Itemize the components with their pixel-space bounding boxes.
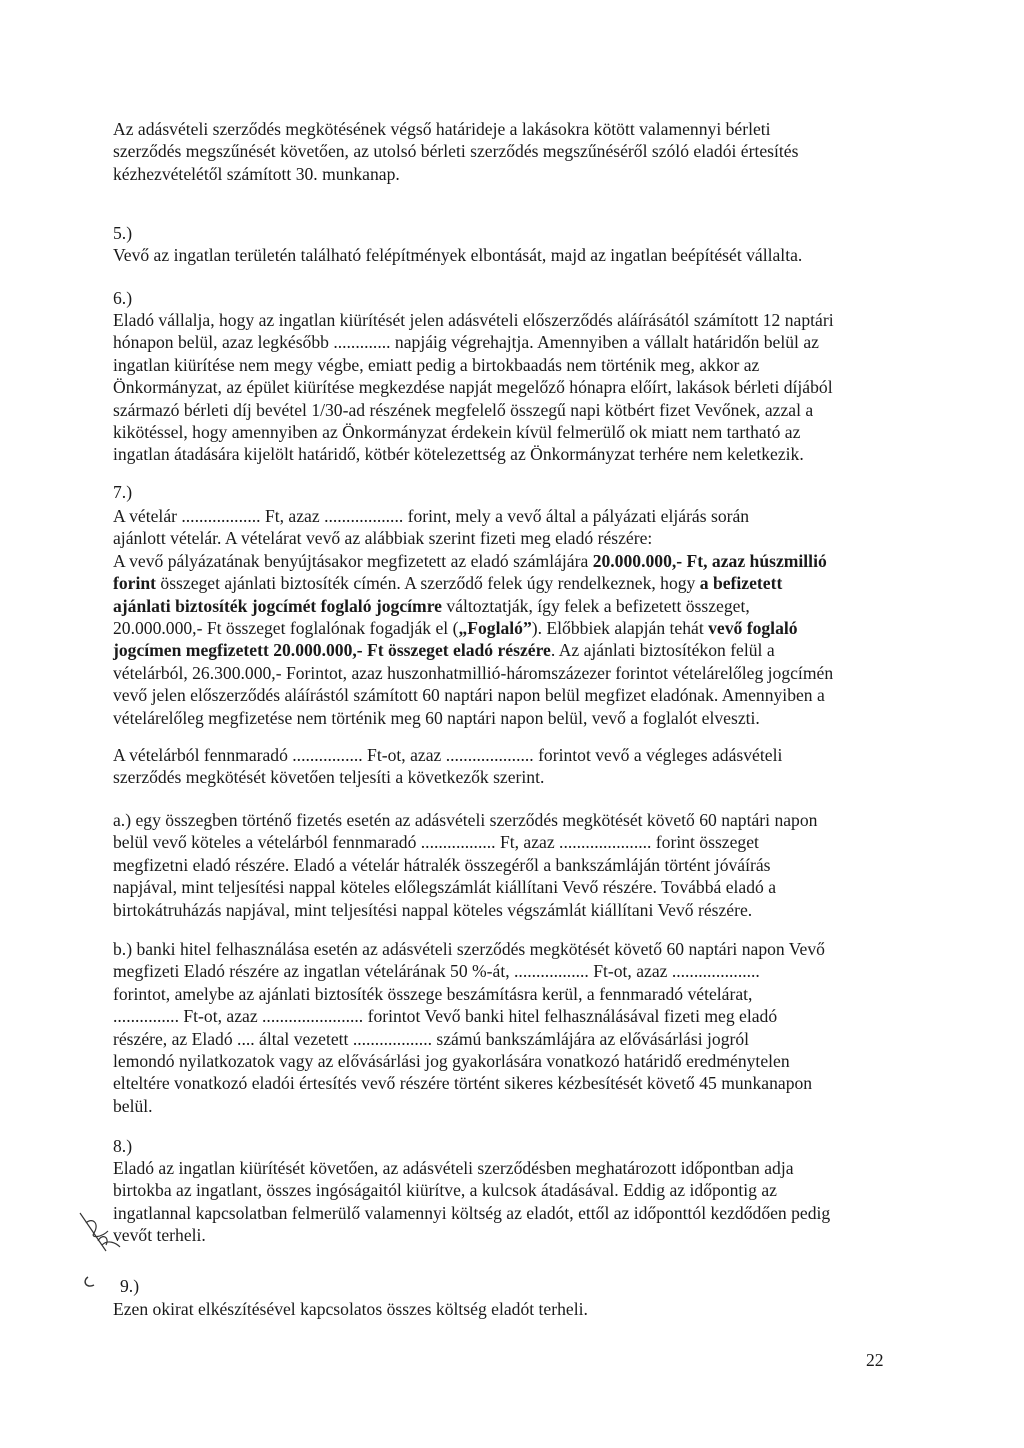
section-7-number: 7.) xyxy=(113,482,133,502)
section-8-number: 8.) xyxy=(113,1136,133,1156)
section-6-line: hónapon belül, azaz legkésőbb ............. napjáig végrehajtja. Amennyiben a vállalt határidőn belül az xyxy=(113,332,819,353)
intro-line: szerződés megszűnését követően, az utolsó bérleti szerződés megszűnéséről szóló eladói értesítés xyxy=(113,141,799,162)
page-number: 22 xyxy=(866,1350,884,1370)
remainder-line: szerződés megkötését követően teljesíti a következők szerint. xyxy=(113,767,545,788)
section-9-number: 9.) xyxy=(120,1276,140,1296)
section-7-line: ajánlott vételár. A vételárat vevő az alábbiak szerint fizeti meg eladó részére: xyxy=(113,528,653,549)
bold-text-run: 20.000.000,- Ft, azaz húszmillió xyxy=(592,550,827,571)
bold-text-run: vevő foglaló xyxy=(708,618,798,639)
remainder-paragraph xyxy=(113,744,893,789)
text-run: A vevő pályázatának benyújtásakor megfizetett az eladó számlájára xyxy=(113,550,593,571)
section-7-line: vételárból, 26.300.000,- Forintot, azaz huszonhatmillió-háromszázezer forintot vételárelőleg jogcímén xyxy=(113,662,834,683)
section-6-line: ingatlan kiürítése nem megy végbe, emiatt pedig a birtokbaadás nem történik meg, akkor az xyxy=(113,354,760,375)
option-b-line: b.) banki hitel felhasználása esetén az adásvételi szerződés megkötését követő 60 naptári napon Vevő xyxy=(113,939,825,959)
section-7-line xyxy=(113,595,893,617)
section-8-line: birtokba az ingatlant, összes ingóságaitól kiürítve, a kulcsok átadásával. Eddig az időpontig az xyxy=(113,1180,777,1201)
section-6-number: 6.) xyxy=(113,288,133,308)
bold-text-run: ajánlati biztosíték jogcímét foglaló jogcímre xyxy=(113,595,442,616)
option-b-line: lemondó nyilatkozatok vagy az elővásárlási jog gyakorlására vonatkozó határidő eredménytelen xyxy=(113,1051,790,1072)
text-run: 20.000.000,- Ft összeget foglalónak fogadják el ( xyxy=(113,618,459,639)
section-7-line: vételárelőleg megfizetése nem történik meg 60 naptári napon belül, vevő a foglalót elveszti. xyxy=(113,707,760,728)
option-b-line: ............... Ft-ot, azaz ....................... forintot Vevő banki hitel felhasználásával fizeti meg eladó xyxy=(113,1006,778,1027)
option-b-line: forintot, amelybe az ajánlati biztosíték összege beszámításra kerül, a fennmaradó vételárat, xyxy=(113,983,753,1004)
section-5-text: Vevő az ingatlan területén található felépítmények elbontását, majd az ingatlan beépítését vállalta. xyxy=(113,245,803,265)
text-run: ). Előbbiek alapján tehát xyxy=(531,618,709,639)
section-8-line: Eladó az ingatlan kiürítését követően, az adásvételi szerződésben meghatározott időpontban adja xyxy=(113,1158,794,1178)
option-b-line: megfizeti Eladó részére az ingatlan vételárának 50 %-át, ................. Ft-ot, azaz .................... xyxy=(113,961,760,982)
text-run: . Az ajánlati biztosítékon felül a xyxy=(550,640,775,661)
payment-option-a xyxy=(113,809,893,921)
option-a-line: belül vevő köteles a vételárból fennmaradó ................. Ft, azaz ..................... forint összeget xyxy=(113,832,759,853)
section-9-text: Ezen okirat elkészítésével kapcsolatos összes költség eladót terheli. xyxy=(113,1299,588,1319)
remainder-line: A vételárból fennmaradó ................ Ft-ot, azaz .................... forintot vevő a végleges adásvételi xyxy=(113,745,783,765)
signature-initials xyxy=(72,1193,122,1293)
section-8-line: ingatlannal kapcsolatban felmerülő valamennyi költség az eladót, ettől az időponttól kezdődően pedig xyxy=(113,1202,831,1223)
bold-text-run: „Foglaló” xyxy=(458,618,532,639)
section-8-line: vevőt terheli. xyxy=(113,1225,206,1246)
option-a-line: birtokátruházás napjával, mint teljesítési nappal köteles végszámlát kiállítani Vevő részére. xyxy=(113,899,753,920)
option-a-line: megfizetni eladó részére. Eladó a vételár hátralék összegéről a bankszámláján történt jóváírás xyxy=(113,854,771,875)
section-7-line: vevő jelen előszerződés aláírástól számított 60 naptári napon belül megfizet eladónak. Amennyiben a xyxy=(113,685,825,706)
option-b-line: elteltére vonatkozó eladói értesítés vevő részére történt sikeres kézbesítését követő 45 munkanapon xyxy=(113,1073,813,1094)
intro-paragraph xyxy=(113,118,893,185)
bold-text-run: jogcímen megfizetett 20.000.000,- Ft összeget eladó részére xyxy=(113,640,551,661)
bold-text-run: a befizetett xyxy=(699,573,783,594)
payment-option-b xyxy=(113,938,893,1117)
intro-line: kézhezvételétől számított 30. munkanap. xyxy=(113,163,400,184)
section-7-line xyxy=(113,550,893,572)
section-5-number: 5.) xyxy=(113,223,133,243)
section-6-line: Önkormányzat, az épület kiürítése megkezdése napját megelőző hónapra előírt, lakások bérleti díjából xyxy=(113,377,833,398)
option-a-line: a.) egy összegben történő fizetés esetén az adásvételi szerződés megkötését követő 60 naptári napon xyxy=(113,810,818,830)
text-run: változtatják, így felek a befizetett összeget, xyxy=(442,595,750,616)
section-6-paragraph xyxy=(113,309,893,466)
section-7-line: A vételár .................. Ft, azaz .................. forint, mely a vevő által a pályázati eljárás során xyxy=(113,506,750,526)
option-b-line: belül. xyxy=(113,1095,153,1116)
text-run: összeget ajánlati biztosíték címén. A szerződő felek úgy rendelkeznek, hogy xyxy=(156,573,700,594)
section-6-line: származó bérleti díj bevétel 1/30-ad részének megfelelő összegű napi kötbért fizet Vevőnek, azzal a xyxy=(113,399,814,420)
bold-text-run: forint xyxy=(113,573,156,594)
section-6-line: ingatlan átadására kijelölt határidő, kötbér kötelezettség az Önkormányzat terhére nem keletkezik. xyxy=(113,444,804,465)
intro-line: Az adásvételi szerződés megkötésének végső határideje a lakásokra kötött valamennyi bérleti xyxy=(113,119,771,139)
option-a-line: napjával, mint teljesítési nappal köteles előlegszámlát kiállítani Vevő részére. Továbbá eladó a xyxy=(113,877,777,898)
section-7-line xyxy=(113,639,893,661)
section-8-paragraph xyxy=(113,1157,893,1247)
section-7-paragraph xyxy=(113,505,893,729)
section-7-line xyxy=(113,572,893,594)
section-6-line: kikötéssel, hogy amennyiben az Önkormányzat érdekein kívül felmerülő ok miatt nem tartható az xyxy=(113,422,801,443)
section-7-line xyxy=(113,617,893,639)
option-b-line: részére, az Eladó .... által vezetett .................. számú bankszámlájára az elővásárlási jogról xyxy=(113,1028,750,1049)
section-6-line: Eladó vállalja, hogy az ingatlan kiürítését jelen adásvételi előszerződés aláírásától számított 12 naptári xyxy=(113,310,834,330)
